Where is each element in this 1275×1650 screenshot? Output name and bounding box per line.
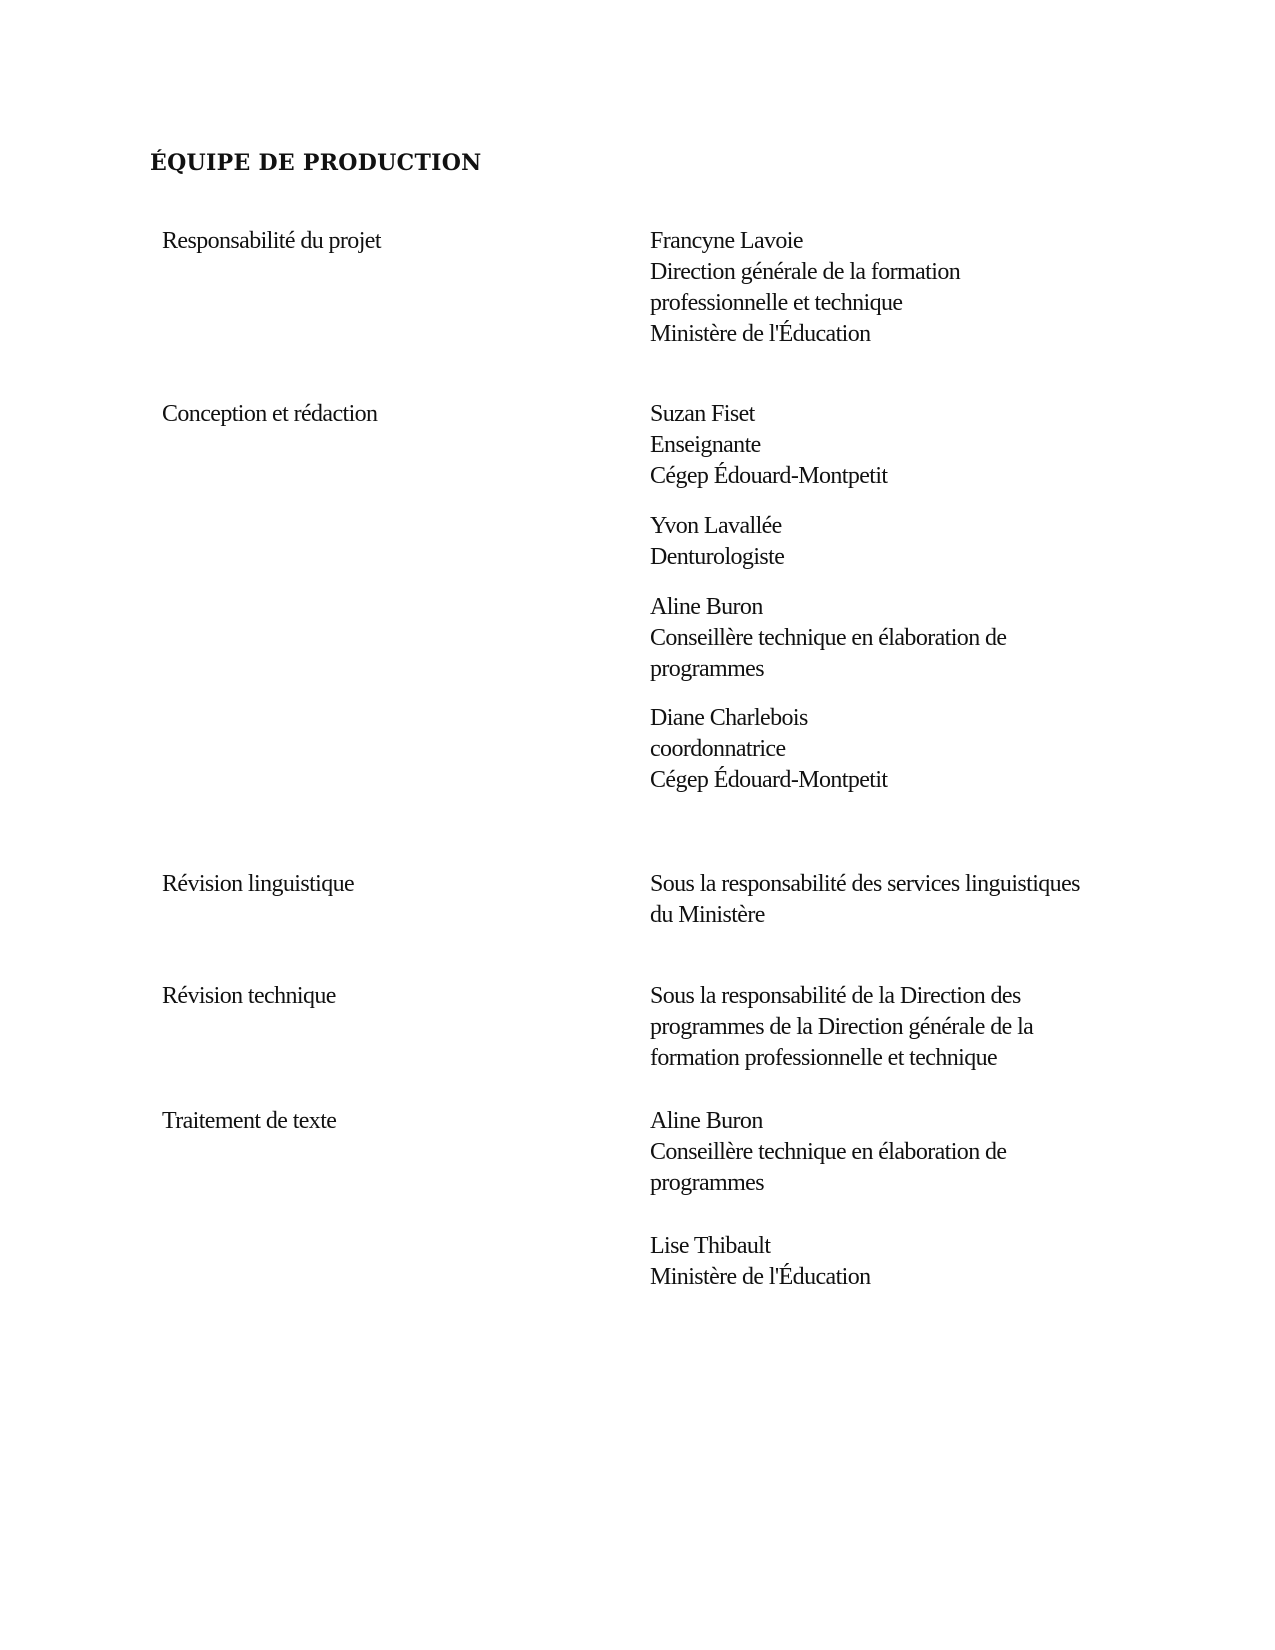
entry-line: professionnelle et technique	[650, 290, 903, 316]
entry-line: Suzan Fiset	[650, 401, 755, 427]
entry-line: formation professionnelle et technique	[650, 1045, 998, 1071]
entry-line: Ministère de l'Éducation	[650, 1264, 871, 1290]
entry-line: coordonnatrice	[650, 736, 786, 762]
entry-line: Francyne Lavoie	[650, 228, 803, 254]
credit-value-conception	[650, 399, 1150, 492]
credit-label-revision-technique: Révision technique	[162, 983, 336, 1009]
page-title: ÉQUIPE DE PRODUCTION	[150, 150, 482, 176]
credit-entry	[650, 1231, 1150, 1293]
entry-line: Diane Charlebois	[650, 705, 808, 731]
entry-line: Direction générale de la formation	[650, 259, 961, 285]
credit-entry	[650, 399, 1150, 492]
entry-line: programmes	[650, 1170, 764, 1196]
credit-value-conception-2	[650, 511, 1150, 573]
credit-value-responsabilite	[650, 226, 1150, 350]
credit-value-revision-linguistique	[650, 869, 1150, 931]
credit-entry	[650, 981, 1150, 1074]
credit-entry	[650, 869, 1150, 931]
entry-line: Aline Buron	[650, 1108, 763, 1134]
entry-line: Denturologiste	[650, 544, 785, 570]
credit-value-conception-4	[650, 703, 1150, 796]
entry-line: du Ministère	[650, 902, 765, 928]
credit-label-conception: Conception et rédaction	[162, 401, 378, 427]
credit-entry	[650, 511, 1150, 573]
entry-line: Enseignante	[650, 432, 761, 458]
credit-label-revision-linguistique: Révision linguistique	[162, 871, 355, 897]
entry-line: Sous la responsabilité de la Direction des	[650, 983, 1021, 1009]
credit-entry	[650, 1106, 1150, 1199]
credit-label-responsabilite: Responsabilité du projet	[162, 228, 381, 254]
entry-line: programmes	[650, 656, 764, 682]
credit-entry	[650, 703, 1150, 796]
entry-line: Conseillère technique en élaboration de	[650, 625, 1007, 651]
credit-label-traitement-texte: Traitement de texte	[162, 1108, 337, 1134]
entry-line: programmes de la Direction générale de la	[650, 1014, 1034, 1040]
entry-line: Aline Buron	[650, 594, 763, 620]
entry-line: Ministère de l'Éducation	[650, 321, 871, 347]
entry-line: Sous la responsabilité des services linguistiques	[650, 871, 1080, 897]
entry-line: Cégep Édouard-Montpetit	[650, 767, 888, 793]
credit-entry	[650, 226, 1150, 350]
credit-value-revision-technique	[650, 981, 1150, 1074]
entry-line: Lise Thibault	[650, 1233, 771, 1259]
credit-entry	[650, 592, 1150, 685]
entry-line: Conseillère technique en élaboration de	[650, 1139, 1007, 1165]
credit-value-traitement-texte	[650, 1106, 1150, 1199]
entry-line: Yvon Lavallée	[650, 513, 782, 539]
credit-value-traitement-texte-2	[650, 1231, 1150, 1293]
entry-line: Cégep Édouard-Montpetit	[650, 463, 888, 489]
credit-value-conception-3	[650, 592, 1150, 685]
